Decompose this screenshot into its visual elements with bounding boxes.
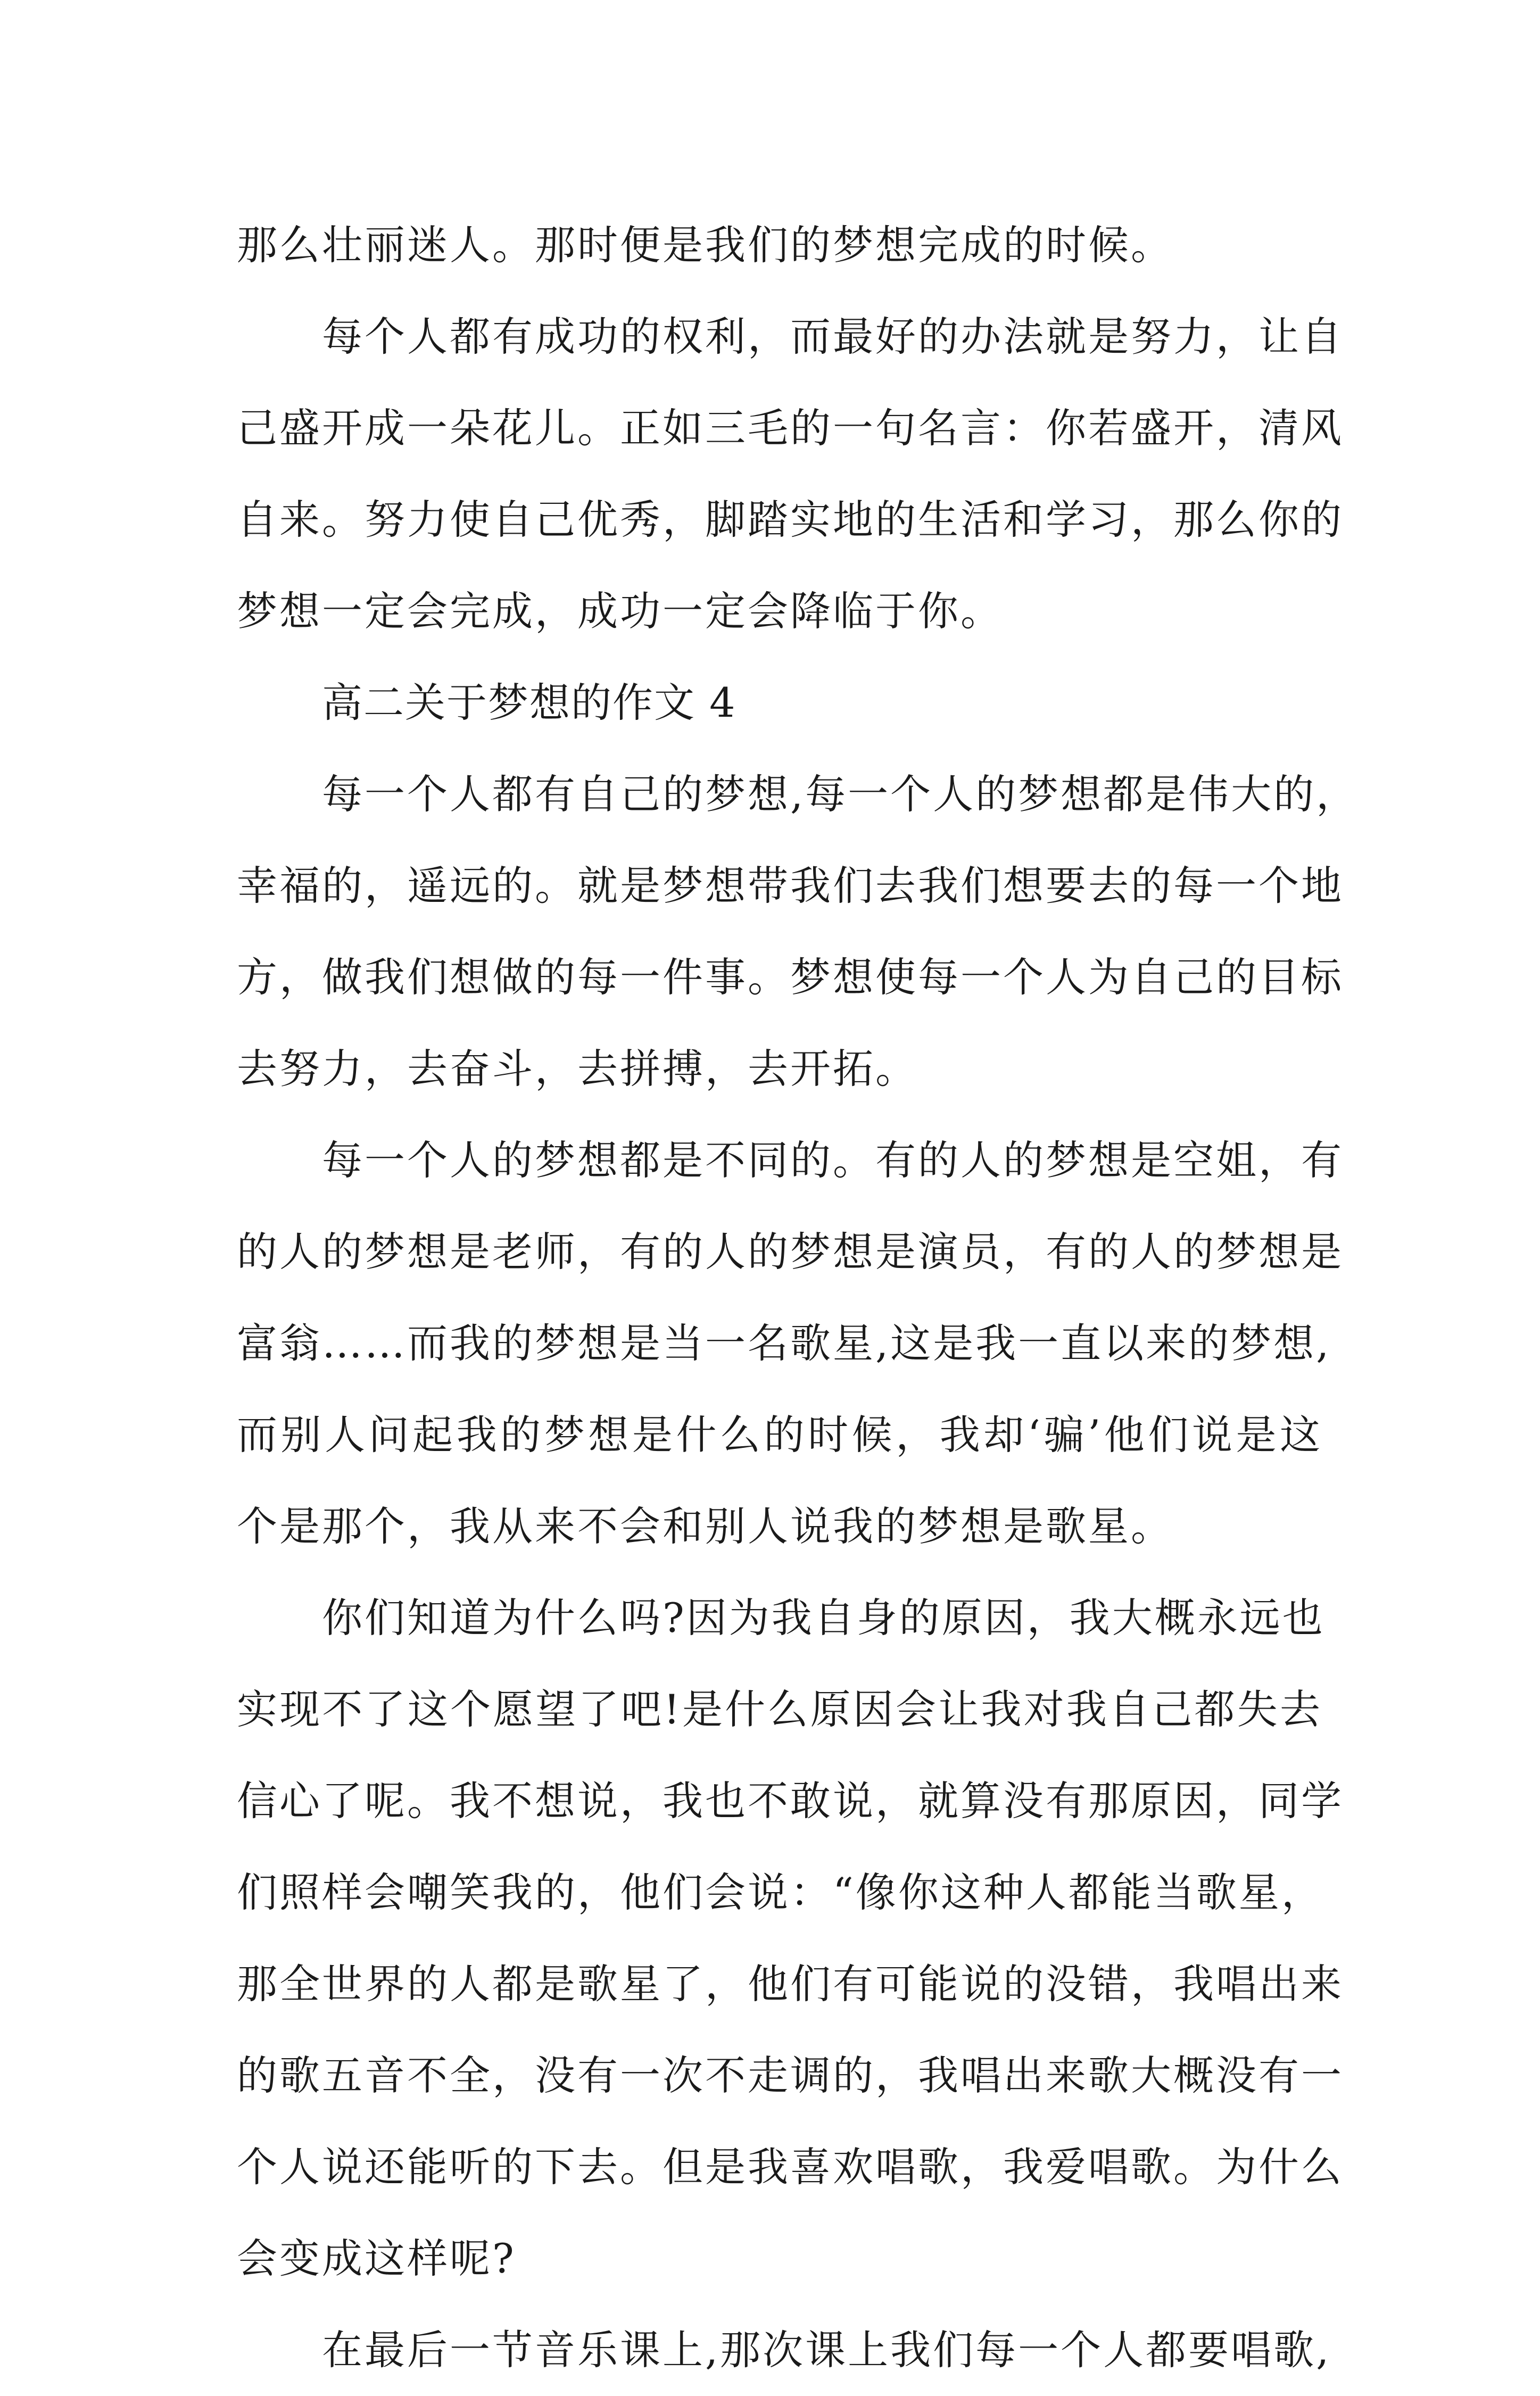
text-line: 自来。努力使自己优秀，脚踏实地的生活和学习，那么你的	[237, 496, 1344, 543]
text-line: 富翁……而我的梦想是当一名歌星,这是我一直以来的梦想,	[237, 1320, 1331, 1367]
text-line: 而别人问起我的梦想是什么的时候，我却‘骗’他们说是这	[237, 1411, 1322, 1458]
text-line: 个人说还能听的下去。但是我喜欢唱歌，我爱唱歌。为什么	[237, 2143, 1344, 2191]
text-line: 的歌五音不全，没有一次不走调的，我唱出来歌大概没有一	[237, 2052, 1344, 2099]
text-line: 会变成这样呢?	[237, 2235, 516, 2282]
text-line: 那全世界的人都是歌星了，他们有可能说的没错，我唱出来	[237, 1960, 1344, 2008]
document-page	[237, 200, 1359, 2396]
paragraph-start-line: 每一个人都有自己的梦想,每一个人的梦想都是伟大的，	[322, 770, 1359, 818]
text-line: 幸福的，遥远的。就是梦想带我们去我们想要去的每一个地	[237, 862, 1344, 909]
paragraph-start-line: 每个人都有成功的权利，而最好的办法就是努力，让自	[322, 313, 1344, 360]
text-line: 方，做我们想做的每一件事。梦想使每一个人为自己的目标	[237, 954, 1344, 1001]
text-line: 己盛开成一朵花儿。正如三毛的一句名言：你若盛开，清风	[237, 404, 1344, 452]
text-line: 们照样会嘲笑我的，他们会说：“像你这种人都能当歌星，	[237, 1869, 1324, 1916]
text-line: 的人的梦想是老师，有的人的梦想是演员，有的人的梦想是	[237, 1228, 1344, 1275]
text-line: 梦想一定会完成，成功一定会降临于你。	[237, 587, 1003, 635]
paragraph-start-line: 每一个人的梦想都是不同的。有的人的梦想是空姐，有	[322, 1137, 1344, 1184]
paragraph-start-line: 你们知道为什么吗?因为我自身的原因，我大概永远也	[322, 1594, 1325, 1641]
text-line: 去努力，去奋斗，去拼搏，去开拓。	[237, 1045, 918, 1092]
text-line: 那么壮丽迷人。那时便是我们的梦想完成的时候。	[237, 221, 1173, 269]
text-line: 个是那个，我从来不会和别人说我的梦想是歌星。	[237, 1503, 1173, 1550]
section-heading: 高二关于梦想的作文 4	[322, 679, 736, 726]
text-line: 实现不了这个愿望了吧!是什么原因会让我对我自己都失去	[237, 1686, 1322, 1733]
text-line: 信心了呢。我不想说，我也不敢说，就算没有那原因，同学	[237, 1777, 1344, 1825]
paragraph-start-line: 在最后一节音乐课上,那次课上我们每一个人都要唱歌,	[322, 2326, 1331, 2374]
